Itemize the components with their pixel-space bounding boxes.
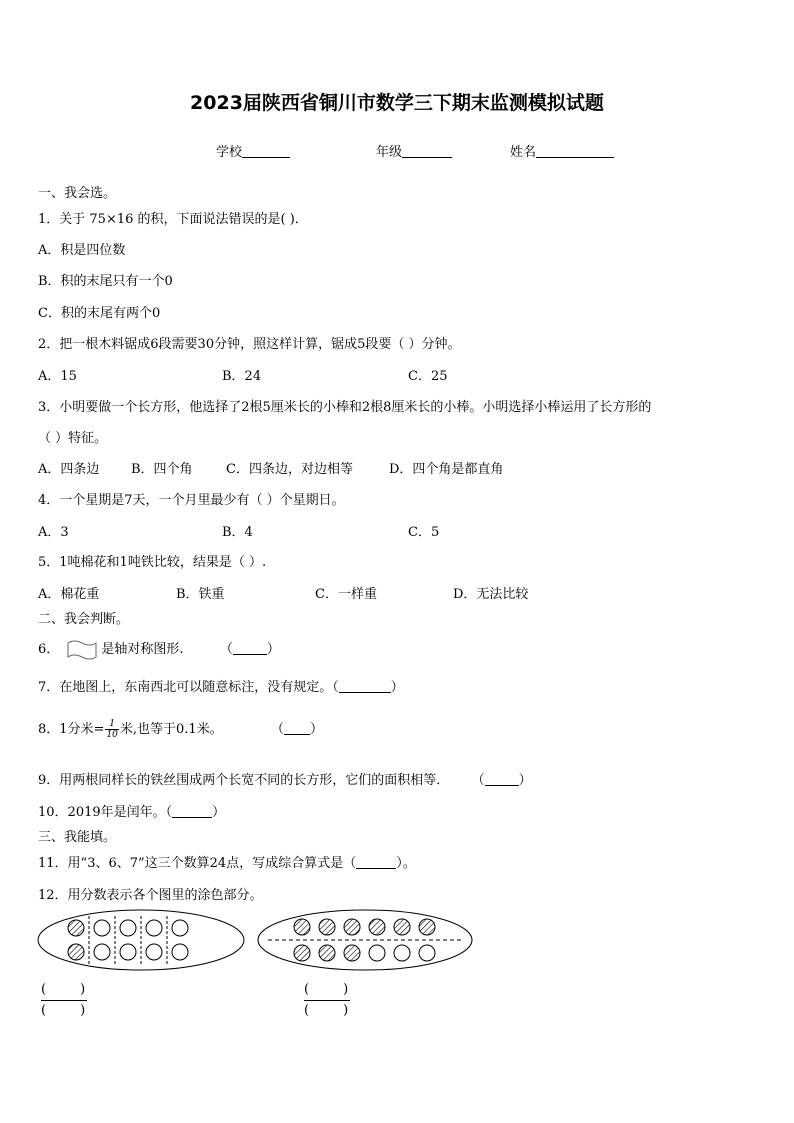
circle-empty <box>120 920 136 936</box>
section-heading-1: 一、我会选。 <box>38 186 117 201</box>
q9-text: 9．用两根同样长的铁丝围成两个长宽不同的长方形，它们的面积相等． <box>38 773 450 788</box>
grade-blank[interactable] <box>402 144 452 158</box>
q10-line <box>38 801 225 820</box>
grade-label: 年级 <box>376 145 403 160</box>
circle-shaded <box>294 919 310 935</box>
q6-paren-right: ） <box>266 642 280 657</box>
circle-shaded <box>68 920 84 936</box>
q8-post: 米,也等于0.1米。 <box>119 722 223 737</box>
q9-answer-blank[interactable] <box>485 773 519 786</box>
q3-option-b[interactable]: B．四个角 <box>131 462 193 477</box>
circle-empty <box>146 920 162 936</box>
q3-option-c[interactable]: C．四条边，对边相等 <box>226 462 353 477</box>
q8-fraction-numerator: 1 <box>105 719 118 730</box>
q10-paren-right: ） <box>212 805 226 820</box>
q12-answer-1-numerator[interactable]: ( ) <box>41 982 86 997</box>
circle-empty <box>369 945 385 961</box>
q1-option-c[interactable]: C．积的末尾有两个0 <box>38 306 161 321</box>
q6-answer-blank[interactable] <box>233 642 267 655</box>
q10-answer-blank[interactable] <box>172 805 212 818</box>
name-label: 姓名 <box>510 145 537 160</box>
flag-shape-icon <box>65 639 99 661</box>
q9-paren-right: ） <box>518 773 532 788</box>
q12-stem: 12．用分数表示各个图里的涂色部分。 <box>38 888 263 903</box>
circle-empty <box>146 944 162 960</box>
q8-answer-blank[interactable] <box>284 722 310 735</box>
circle-empty <box>394 945 410 961</box>
section-heading-2: 二、我会判断。 <box>38 612 130 627</box>
name-field <box>510 141 614 160</box>
q8-paren-left: （ <box>270 722 284 737</box>
q5-option-c[interactable]: C．一样重 <box>315 587 377 602</box>
q1-stem: 1．关于 75×16 的积，下面说法错误的是( )． <box>38 212 308 227</box>
q8-pre: 8．1分米= <box>38 722 105 737</box>
q6-number: 6． <box>38 642 60 657</box>
q5-option-b[interactable]: B．铁重 <box>176 587 225 602</box>
grade-field <box>376 141 452 160</box>
q12-answer-2[interactable] <box>304 980 350 1021</box>
q2-stem: 2．把一根木料锯成6段需要30分钟，照这样计算，锯成5段要（ ）分钟。 <box>38 337 461 352</box>
circle-shaded <box>319 945 335 961</box>
q11-text: 11．用“3、6、7”这三个数算24点，写成综合算式是（ <box>38 856 357 871</box>
q1-option-b[interactable]: B．积的末尾只有一个0 <box>38 274 173 289</box>
school-blank[interactable] <box>242 144 290 158</box>
circle-empty <box>94 944 110 960</box>
q10-text: 10．2019年是闰年。（ <box>38 805 173 820</box>
circle-shaded <box>344 919 360 935</box>
circle-shaded <box>344 945 360 961</box>
q2-option-a[interactable]: A．15 <box>38 369 77 384</box>
q11-line <box>38 852 416 871</box>
q12-figure-1 <box>36 908 246 972</box>
q4-stem: 4．一个星期是7天，一个月里最少有（ ）个星期日。 <box>38 493 345 508</box>
q7-text: 7．在地图上，东南西北可以随意标注，没有规定。（ <box>38 680 339 695</box>
q6-paren-left: （ <box>219 642 233 657</box>
section-heading-3: 三、我能填。 <box>38 830 117 845</box>
circle-empty <box>172 920 188 936</box>
circle-empty <box>94 920 110 936</box>
q9-line <box>38 769 532 788</box>
q3-stem: 3．小明要做一个长方形，他选择了2根5厘米长的小棒和2根8厘米长的小棒。小明选择小棒运用了长方形的 <box>38 400 652 415</box>
q8-fraction-denominator: 10 <box>106 730 118 740</box>
q7-line <box>38 676 404 695</box>
q8-paren-right: ） <box>310 722 324 737</box>
q6-line <box>38 638 280 662</box>
q7-paren-right: ） <box>390 680 404 695</box>
circle-empty <box>120 944 136 960</box>
q1-option-a[interactable]: A．积是四位数 <box>38 243 126 258</box>
circle-empty <box>172 944 188 960</box>
q4-option-b[interactable]: B．4 <box>222 525 253 540</box>
circle-empty <box>419 945 435 961</box>
q12-answer-1[interactable] <box>41 980 87 1021</box>
q5-option-d[interactable]: D．无法比较 <box>453 587 529 602</box>
circle-shaded <box>394 919 410 935</box>
circle-shaded <box>68 944 84 960</box>
q3-option-d[interactable]: D．四个角是都直角 <box>389 462 504 477</box>
q11-paren-right: ）。 <box>396 856 416 871</box>
q9-paren-left: （ <box>471 773 485 788</box>
q7-answer-blank[interactable] <box>339 680 391 693</box>
circle-shaded <box>319 919 335 935</box>
q4-option-c[interactable]: C．5 <box>408 525 440 540</box>
q8-fraction <box>105 719 118 740</box>
q12-answer-1-denominator[interactable]: ( ) <box>41 1003 86 1018</box>
circle-shaded <box>294 945 310 961</box>
q12-answer-2-denominator[interactable]: ( ) <box>304 1003 349 1018</box>
q5-stem: 5．1吨棉花和1吨铁比较，结果是（ ）. <box>38 555 267 570</box>
q8-line <box>38 718 323 740</box>
page-title: 2023届陕西省铜川市数学三下期末监测模拟试题 <box>190 92 604 114</box>
name-blank[interactable] <box>536 144 614 158</box>
q2-option-b[interactable]: B．24 <box>222 369 262 384</box>
q2-option-c[interactable]: C．25 <box>408 369 448 384</box>
school-field <box>216 141 290 160</box>
q6-text: 是轴对称图形. <box>101 642 184 657</box>
q3-stem-2: （ ）特征。 <box>38 431 108 446</box>
q11-answer-blank[interactable] <box>356 856 396 869</box>
q5-option-a[interactable]: A．棉花重 <box>38 587 100 602</box>
q12-figure-2 <box>256 908 476 972</box>
circle-shaded <box>369 919 385 935</box>
school-label: 学校 <box>216 145 243 160</box>
q4-option-a[interactable]: A．3 <box>38 525 69 540</box>
q3-option-a[interactable]: A．四条边 <box>38 462 100 477</box>
circle-shaded <box>419 919 435 935</box>
q12-answer-2-numerator[interactable]: ( ) <box>304 982 349 997</box>
